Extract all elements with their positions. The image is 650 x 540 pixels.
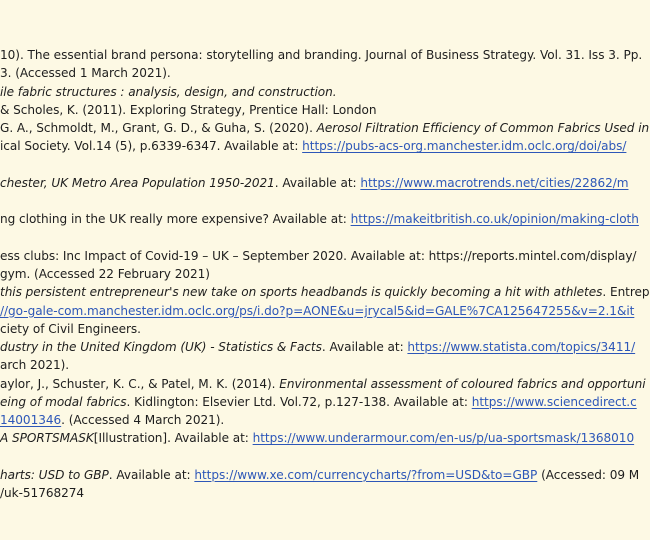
reference-title-text: Aerosol Filtration Efficiency of Common Fabrics Used in <box>316 121 650 135</box>
reference-text: 10). The essential brand persona: storytelling and branding. Journal of Business Strategy. Vol. 31. Iss 3. Pp. <box>0 48 643 62</box>
reference-text: G. A., Schmoldt, M., Grant, G. D., & Guha, S. (2020). <box>0 121 317 135</box>
reference-text: ng clothing in the UK really more expensive? Available at: <box>0 212 351 227</box>
reference-text: /uk-51768274 <box>0 486 85 500</box>
reference-text: (Accessed: 09 M <box>537 467 640 482</box>
reference-title-text: chester, UK Metro Area Population 1950-2021 <box>0 175 275 190</box>
reference-line <box>0 430 634 446</box>
reference-line <box>0 394 637 410</box>
reference-line <box>0 357 69 373</box>
reference-text: arch 2021). <box>0 358 70 373</box>
reference-line <box>0 65 171 81</box>
reference-link[interactable]: https://makeitbritish.co.uk/opinion/making-cloth <box>350 212 639 227</box>
reference-title-text: eing of modal fabrics <box>0 394 127 409</box>
reference-link[interactable]: https://www.xe.com/currencycharts/?from=USD&to=GBP <box>194 467 538 482</box>
reference-link[interactable]: //go-gale-com.manchester.idm.oclc.org/ps/i.do?p=AONE&u=jrycal5&id=GALE%7CA125647255&v=2.1&it <box>0 303 635 318</box>
reference-line <box>0 175 628 191</box>
reference-link[interactable]: https://www.macrotrends.net/cities/22862/m <box>360 175 629 190</box>
reference-line <box>0 266 210 282</box>
reference-text: & Scholes, K. (2011). Exploring Strategy, Prentice Hall: London <box>0 102 377 117</box>
reference-text: . (Accessed 4 March 2021). <box>61 413 225 427</box>
reference-text: [Illustration]. Available at: <box>93 431 253 446</box>
reference-text: . Available at: <box>274 175 361 190</box>
reference-title-text: dustry in the United Kingdom (UK) - Statistics & Facts <box>0 340 322 354</box>
reference-title-text: A SPORTSMASK <box>0 431 94 446</box>
reference-link[interactable]: https://www.statista.com/topics/3411/ <box>407 340 636 354</box>
reference-line <box>0 120 649 136</box>
reference-text: 3. (Accessed 1 March 2021). <box>0 66 171 81</box>
reference-link[interactable]: https://pubs-acs-org.manchester.idm.oclc.org/doi/abs/ <box>302 139 627 154</box>
reference-line <box>0 303 634 319</box>
reference-title-text: this persistent entrepreneur's new take on sports headbands is quickly becoming a hit with athletes <box>0 285 603 300</box>
reference-line <box>0 211 639 227</box>
reference-line <box>0 339 635 355</box>
reference-line <box>0 284 650 300</box>
reference-text: ess clubs: Inc Impact of Covid-19 – UK – September 2020. Available at: https://reports.mintel.com/display/ <box>0 248 637 263</box>
reference-line <box>0 84 337 100</box>
reference-text: ciety of Civil Engineers. <box>0 321 141 336</box>
reference-line <box>0 138 626 154</box>
reference-text: aylor, J., Schuster, K. C., & Patel, M. K. (2014). <box>0 376 280 391</box>
reference-line <box>0 47 642 63</box>
reference-link[interactable]: https://www.underarmour.com/en-us/p/ua-sportsmask/1368010 <box>252 431 635 446</box>
reference-line <box>0 376 646 392</box>
reference-title-text: Environmental assessment of coloured fabrics and opportuni <box>279 376 646 391</box>
reference-text: . Entrep <box>602 285 650 300</box>
reference-line <box>0 102 377 118</box>
reference-text: ical Society. Vol.14 (5), p.6339-6347. Available at: <box>0 139 303 154</box>
reference-text: . Available at: <box>321 340 408 354</box>
reference-title-text: ile fabric structures : analysis, design, and construction. <box>0 84 337 99</box>
reference-title-text: harts: USD to GBP <box>0 467 109 482</box>
reference-line <box>0 412 224 428</box>
reference-line <box>0 467 639 483</box>
reference-link[interactable]: 14001346 <box>0 413 62 427</box>
reference-line <box>0 485 84 501</box>
reference-link[interactable]: https://www.sciencedirect.c <box>471 394 637 409</box>
reference-line <box>0 248 636 264</box>
reference-text: gym. (Accessed 22 February 2021) <box>0 267 210 281</box>
reference-text: . Available at: <box>108 467 195 482</box>
reference-line <box>0 321 141 337</box>
reference-text: . Kidlington: Elsevier Ltd. Vol.72, p.127-138. Available at: <box>126 394 472 409</box>
